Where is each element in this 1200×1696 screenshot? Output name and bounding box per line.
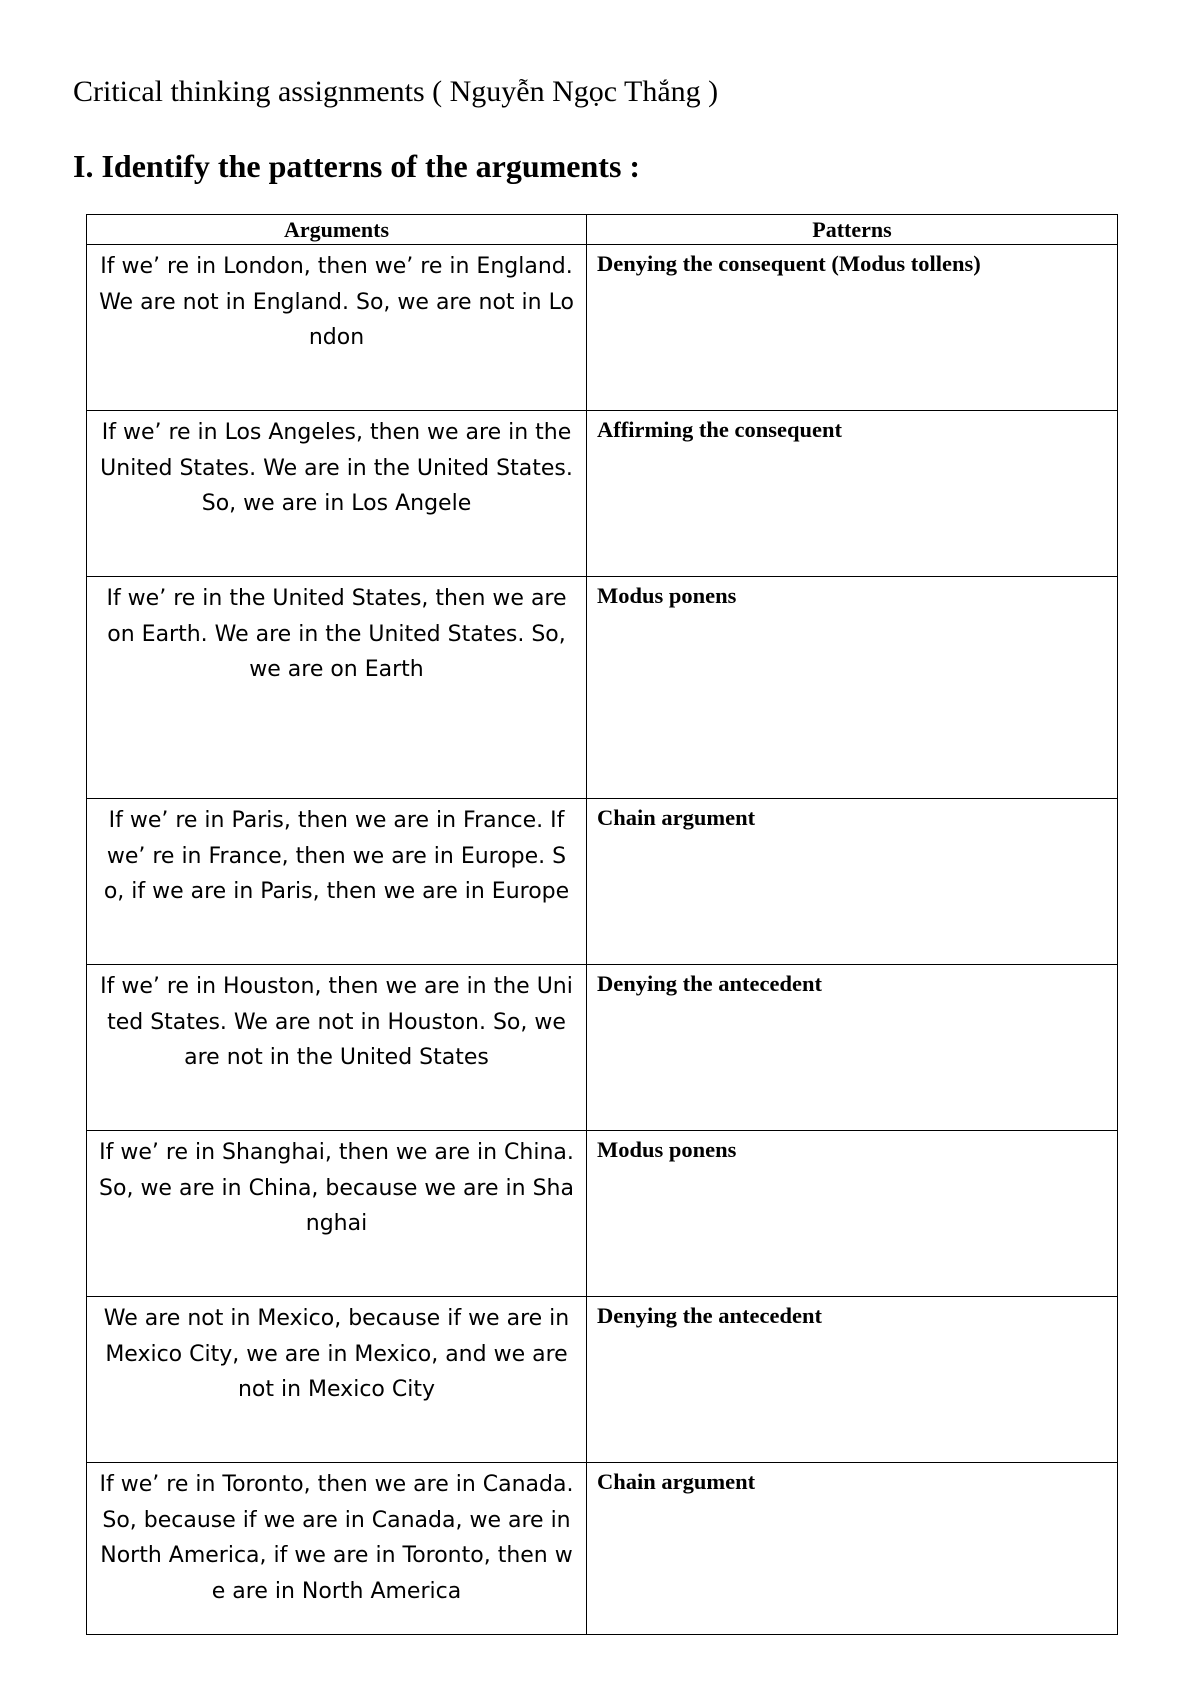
patterns-table — [86, 214, 1118, 1635]
pattern-cell: Denying the consequent (Modus tollens) — [587, 245, 1118, 411]
argument-cell: If we’ re in the United States, then we are on Earth. We are in the United States. So, we are on Earth — [87, 577, 587, 799]
table-row — [87, 799, 1118, 965]
header-patterns: Patterns — [587, 215, 1118, 245]
argument-cell: If we’ re in London, then we’ re in England. We are not in England. So, we are not in London — [87, 245, 587, 411]
pattern-cell: Modus ponens — [587, 1131, 1118, 1297]
table-row — [87, 1463, 1118, 1635]
argument-cell: If we’ re in Houston, then we are in the United States. We are not in Houston. So, we are not in the United States — [87, 965, 587, 1131]
argument-cell: We are not in Mexico, because if we are in Mexico City, we are in Mexico, and we are not in Mexico City — [87, 1297, 587, 1463]
table-header-row — [87, 215, 1118, 245]
argument-cell: If we’ re in Shanghai, then we are in China. So, we are in China, because we are in Shanghai — [87, 1131, 587, 1297]
pattern-cell: Chain argument — [587, 1463, 1118, 1635]
pattern-cell: Denying the antecedent — [587, 965, 1118, 1131]
pattern-cell: Chain argument — [587, 799, 1118, 965]
table-row — [87, 1297, 1118, 1463]
header-arguments: Arguments — [87, 215, 587, 245]
pattern-cell: Modus ponens — [587, 577, 1118, 799]
table-row — [87, 577, 1118, 799]
argument-cell: If we’ re in Toronto, then we are in Canada. So, because if we are in Canada, we are in North America, if we are in Toronto, then we are in North America — [87, 1463, 587, 1635]
table-row — [87, 965, 1118, 1131]
pattern-cell: Affirming the consequent — [587, 411, 1118, 577]
pattern-cell: Denying the antecedent — [587, 1297, 1118, 1463]
section-heading: I. Identify the patterns of the arguments : — [73, 148, 641, 184]
argument-cell: If we’ re in Paris, then we are in France. If we’ re in France, then we are in Europe. So, if we are in Paris, then we are in Europe — [87, 799, 587, 965]
argument-cell: If we’ re in Los Angeles, then we are in the United States. We are in the United States. So, we are in Los Angele — [87, 411, 587, 577]
document-title: Critical thinking assignments ( Nguyễn Ngọc Thắng ) — [73, 75, 719, 108]
table-row — [87, 245, 1118, 411]
table-row — [87, 411, 1118, 577]
table-row — [87, 1131, 1118, 1297]
